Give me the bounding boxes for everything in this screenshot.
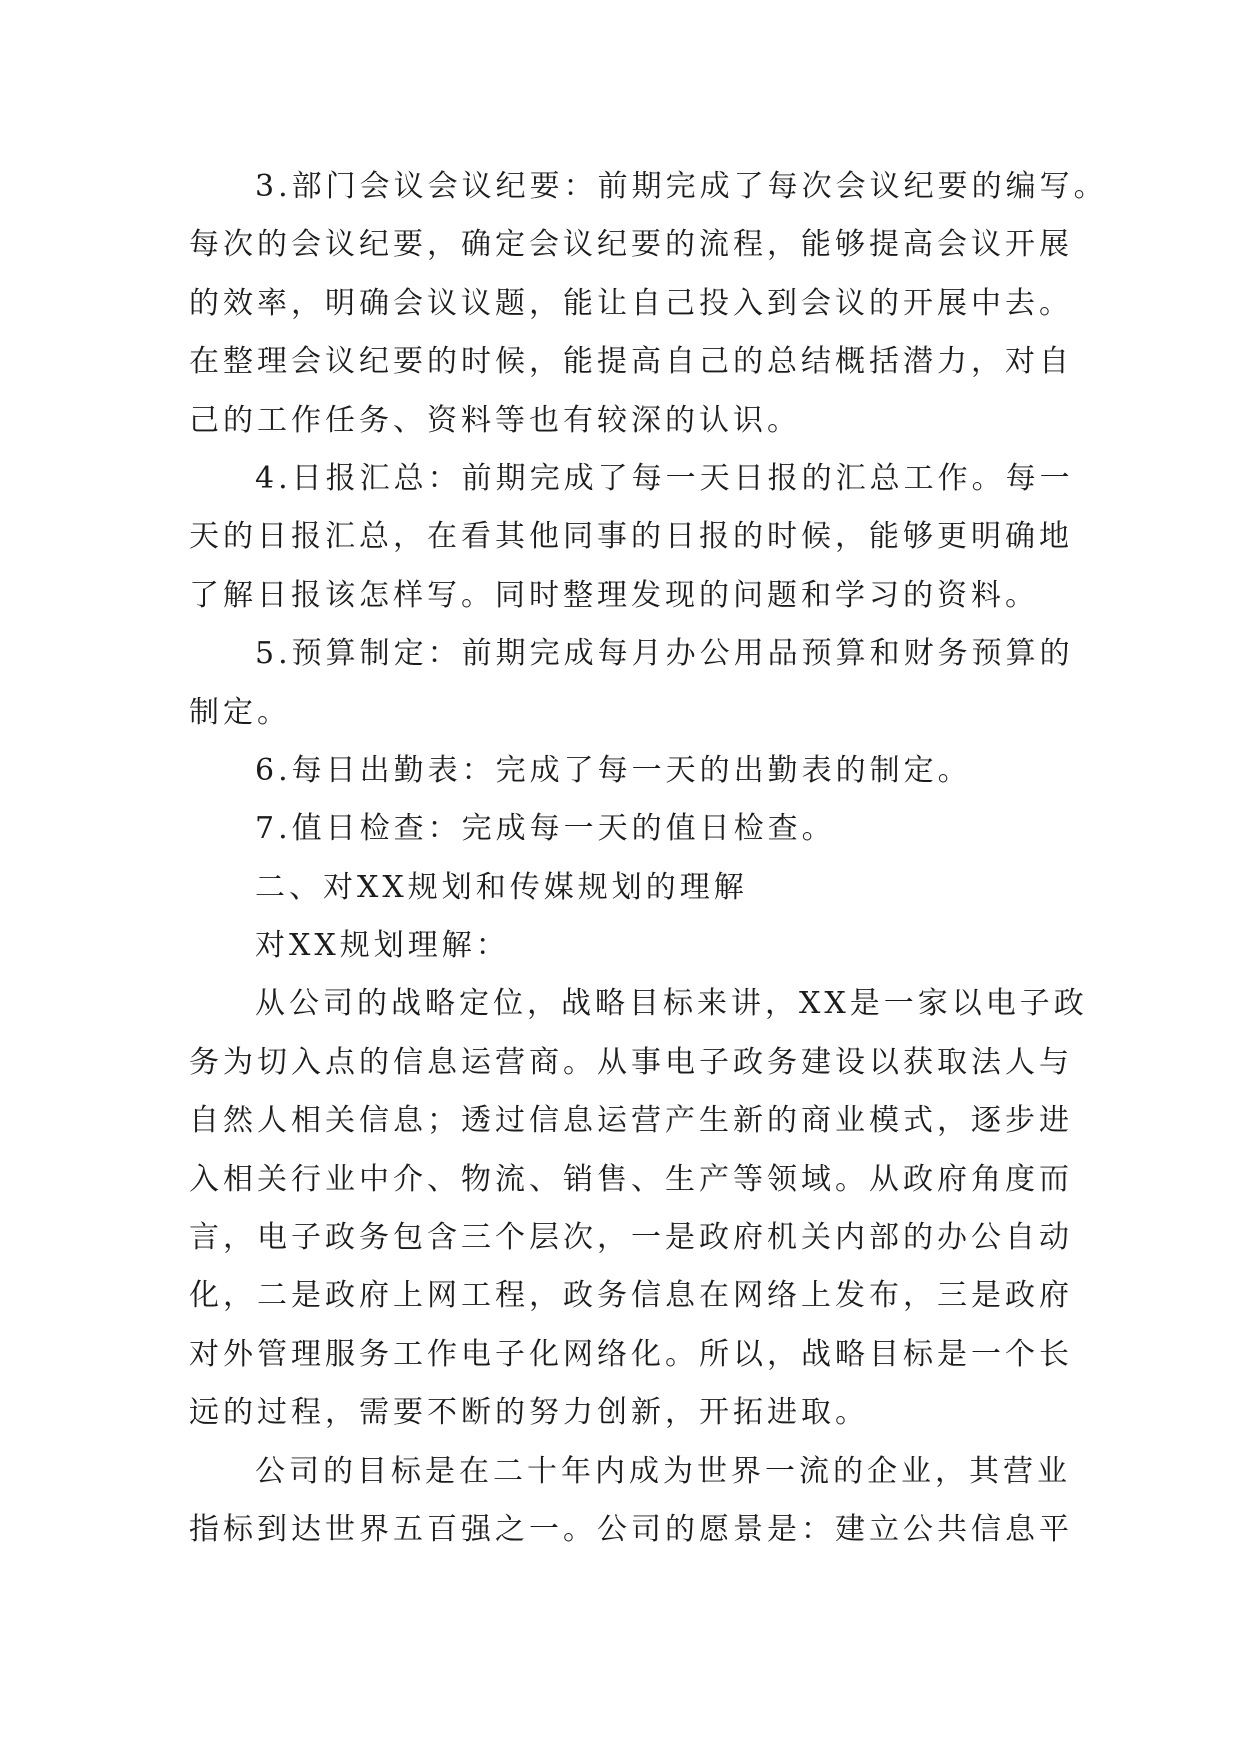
document-body (189, 158, 1108, 1559)
text-line: 每次的会议纪要，确定会议纪要的流程，能够提高会议开展 (189, 227, 1073, 263)
text-line: 自然人相关信息；透过信息运营产生新的商业模式，逐步进 (189, 1103, 1073, 1139)
text-line: 7.值日检查：完成每一天的值日检查。 (255, 811, 836, 847)
text-line: 远的过程，需要不断的努力创新，开拓进取。 (189, 1395, 869, 1431)
text-line: 的效率，明确会议议题，能让自己投入到会议的开展中去。 (189, 285, 1073, 321)
text-line: 了解日报该怎样写。同时整理发现的问题和学习的资料。 (189, 577, 1039, 613)
text-line: 3.部门会议会议纪要：前期完成了每次会议纪要的编写。 (255, 169, 1108, 204)
text-line: 己的工作任务、资料等也有较深的认识。 (189, 402, 801, 438)
text-line: 在整理会议纪要的时候，能提高自己的总结概括潜力，对自 (189, 344, 1073, 380)
text-line: 天的日报汇总，在看其他同事的日报的时候，能够更明确地 (189, 519, 1073, 555)
text-line: 4.日报汇总：前期完成了每一天日报的汇总工作。每一 (255, 460, 1074, 496)
text-line: 化，二是政府上网工程，政务信息在网络上发布，三是政府 (189, 1278, 1073, 1314)
text-line: 指标到达世界五百强之一。公司的愿景是：建立公共信息平 (189, 1511, 1073, 1547)
text-line: 务为切入点的信息运营商。从事电子政务建设以获取法人与 (189, 1044, 1073, 1080)
text-line: 言，电子政务包含三个层次，一是政府机关内部的办公自动 (189, 1220, 1073, 1256)
text-line: 对XX规划理解： (255, 928, 510, 964)
text-line: 入相关行业中介、物流、销售、生产等领域。从政府角度而 (189, 1161, 1073, 1197)
text-line: 公司的目标是在二十年内成为世界一流的企业，其营业 (255, 1453, 1071, 1489)
text-line: 从公司的战略定位，战略目标来讲，XX是一家以电子政 (255, 986, 1088, 1022)
text-line: 制定。 (189, 694, 291, 730)
text-line: 二、对XX规划和传媒规划的理解 (255, 869, 748, 905)
text-line: 6.每日出勤表：完成了每一天的出勤表的制定。 (255, 752, 972, 788)
text-line: 对外管理服务工作电子化网络化。所以，战略目标是一个长 (189, 1336, 1073, 1372)
text-line: 5.预算制定：前期完成每月办公用品预算和财务预算的 (255, 636, 1074, 672)
